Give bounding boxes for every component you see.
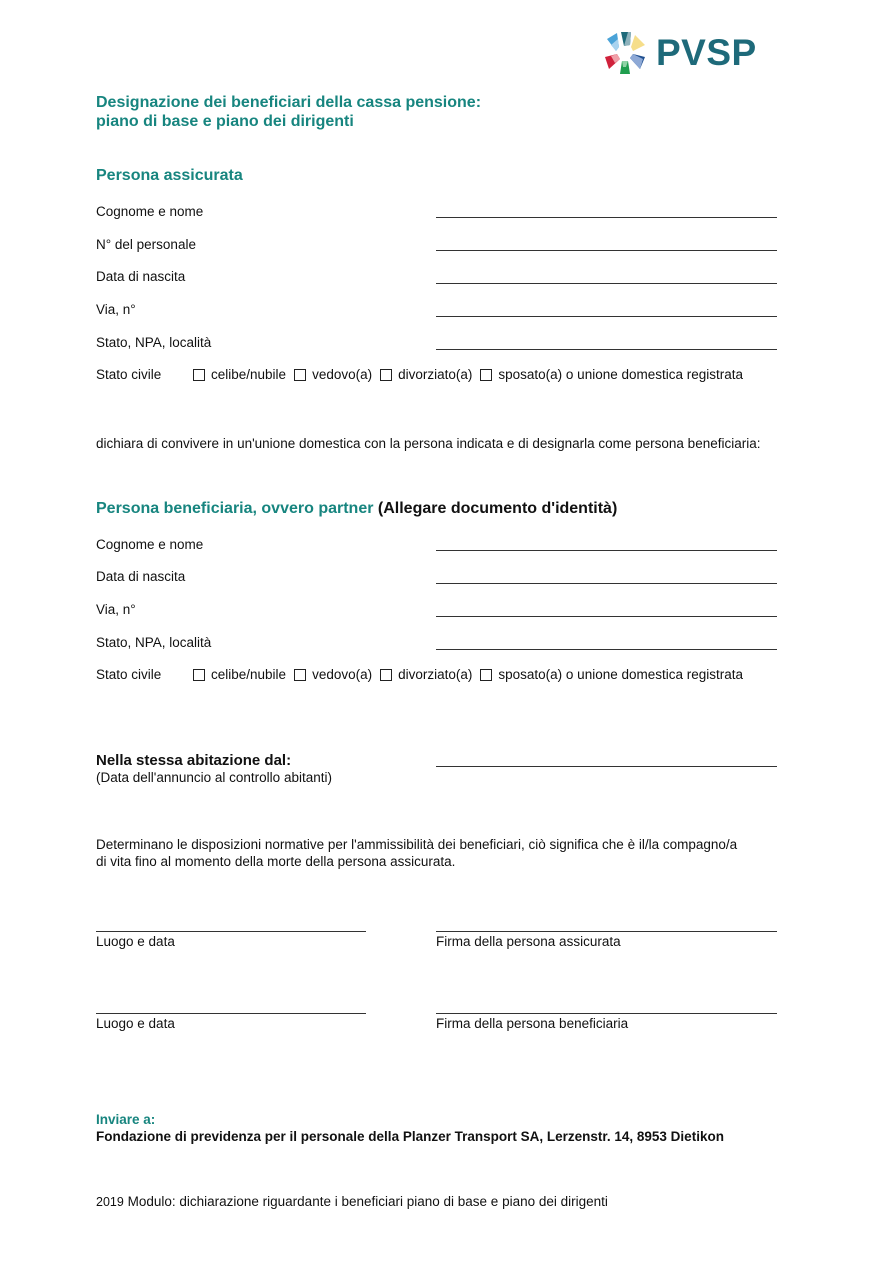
checkbox[interactable] — [380, 369, 392, 381]
beneficiary-heading — [96, 500, 617, 518]
beneficiary-name-field[interactable] — [436, 550, 777, 551]
option-label: vedovo(a) — [312, 367, 373, 382]
notice-text — [96, 836, 737, 870]
beneficiary-heading-note: (Allegare documento d'identità) — [377, 500, 618, 517]
insured-civil-status — [96, 367, 751, 382]
checkbox[interactable] — [294, 669, 306, 681]
beneficiary-heading-title: Persona beneficiaria, ovvero partner — [96, 500, 374, 517]
beneficiary-location-label: Stato, NPA, località — [96, 635, 212, 650]
logo — [600, 28, 757, 78]
place-date-label-2: Luogo e data — [96, 1016, 175, 1031]
cohabitation-date-field[interactable] — [436, 766, 777, 767]
insured-name-field[interactable] — [436, 217, 777, 218]
beneficiary-status-single[interactable] — [193, 667, 286, 682]
beneficiary-signature-label: Firma della persona beneficiaria — [436, 1016, 629, 1031]
insured-street-label: Via, n° — [96, 302, 136, 317]
checkbox[interactable] — [294, 369, 306, 381]
insured-signature-field[interactable] — [436, 931, 777, 932]
place-date-field-2[interactable] — [96, 1013, 366, 1014]
beneficiary-status-married[interactable] — [480, 667, 743, 682]
declaration-text: dichiara di convivere in un'unione domestica con la persona indicata e di designarla come persona beneficiaria: — [96, 436, 761, 451]
footer — [96, 1194, 608, 1209]
beneficiary-status-widowed[interactable] — [294, 667, 372, 682]
notice-line-2: di vita fino al momento della morte della persona assicurata. — [96, 854, 456, 869]
option-label: divorziato(a) — [398, 667, 473, 682]
checkbox[interactable] — [480, 669, 492, 681]
option-label: vedovo(a) — [312, 667, 373, 682]
beneficiary-location-field[interactable] — [436, 649, 777, 650]
insured-location-field[interactable] — [436, 349, 777, 350]
beneficiary-civil-status-label: Stato civile — [96, 667, 162, 682]
option-label: celibe/nubile — [211, 367, 287, 382]
send-to-label: Inviare a: — [96, 1112, 156, 1127]
option-label: divorziato(a) — [398, 367, 473, 382]
insured-staff-number-label: N° del personale — [96, 237, 196, 252]
checkbox[interactable] — [380, 669, 392, 681]
footer-text: Modulo: dichiarazione riguardante i beneficiari piano di base e piano dei dirigenti — [127, 1194, 608, 1209]
page-title-line-1: Designazione dei beneficiari della cassa pensione: — [96, 94, 482, 111]
footer-year: 2019 — [96, 1195, 124, 1209]
insured-birthdate-field[interactable] — [436, 283, 777, 284]
insured-heading: Persona assicurata — [96, 167, 243, 184]
option-label: sposato(a) o unione domestica registrata — [498, 667, 744, 682]
checkbox[interactable] — [193, 369, 205, 381]
insured-status-divorced[interactable] — [380, 367, 472, 382]
checkbox[interactable] — [480, 369, 492, 381]
page-title-line-2: piano di base e piano dei dirigenti — [96, 113, 354, 130]
beneficiary-civil-status — [96, 667, 751, 682]
cohabitation-sublabel: (Data dell'annuncio al controllo abitanti) — [96, 770, 332, 785]
cohabitation-label: Nella stessa abitazione dal: — [96, 752, 292, 769]
option-label: celibe/nubile — [211, 667, 287, 682]
insured-status-single[interactable] — [193, 367, 286, 382]
checkbox[interactable] — [193, 669, 205, 681]
place-date-label-1: Luogo e data — [96, 934, 175, 949]
place-date-field-1[interactable] — [96, 931, 366, 932]
pinwheel-logo-icon — [600, 28, 650, 78]
beneficiary-street-label: Via, n° — [96, 602, 136, 617]
insured-name-label: Cognome e nome — [96, 204, 204, 219]
beneficiary-birthdate-field[interactable] — [436, 583, 777, 584]
send-to-address: Fondazione di previdenza per il personale della Planzer Transport SA, Lerzenstr. 14, 8953 Dietikon — [96, 1129, 724, 1144]
insured-status-married[interactable] — [480, 367, 743, 382]
beneficiary-name-label: Cognome e nome — [96, 537, 204, 552]
insured-birthdate-label: Data di nascita — [96, 269, 186, 284]
beneficiary-birthdate-label: Data di nascita — [96, 569, 186, 584]
beneficiary-signature-field[interactable] — [436, 1013, 777, 1014]
insured-signature-label: Firma della persona assicurata — [436, 934, 621, 949]
beneficiary-status-divorced[interactable] — [380, 667, 472, 682]
insured-status-widowed[interactable] — [294, 367, 372, 382]
insured-staff-number-field[interactable] — [436, 250, 777, 251]
insured-location-label: Stato, NPA, località — [96, 335, 212, 350]
option-label: sposato(a) o unione domestica registrata — [498, 367, 744, 382]
insured-street-field[interactable] — [436, 316, 777, 317]
page-title — [96, 93, 481, 131]
insured-civil-status-label: Stato civile — [96, 367, 162, 382]
beneficiary-street-field[interactable] — [436, 616, 777, 617]
logo-text: PVSP — [656, 32, 757, 73]
notice-line-1: Determinano le disposizioni normative per l'ammissibilità dei beneficiari, ciò significa che è il/la compagno/a — [96, 837, 738, 852]
